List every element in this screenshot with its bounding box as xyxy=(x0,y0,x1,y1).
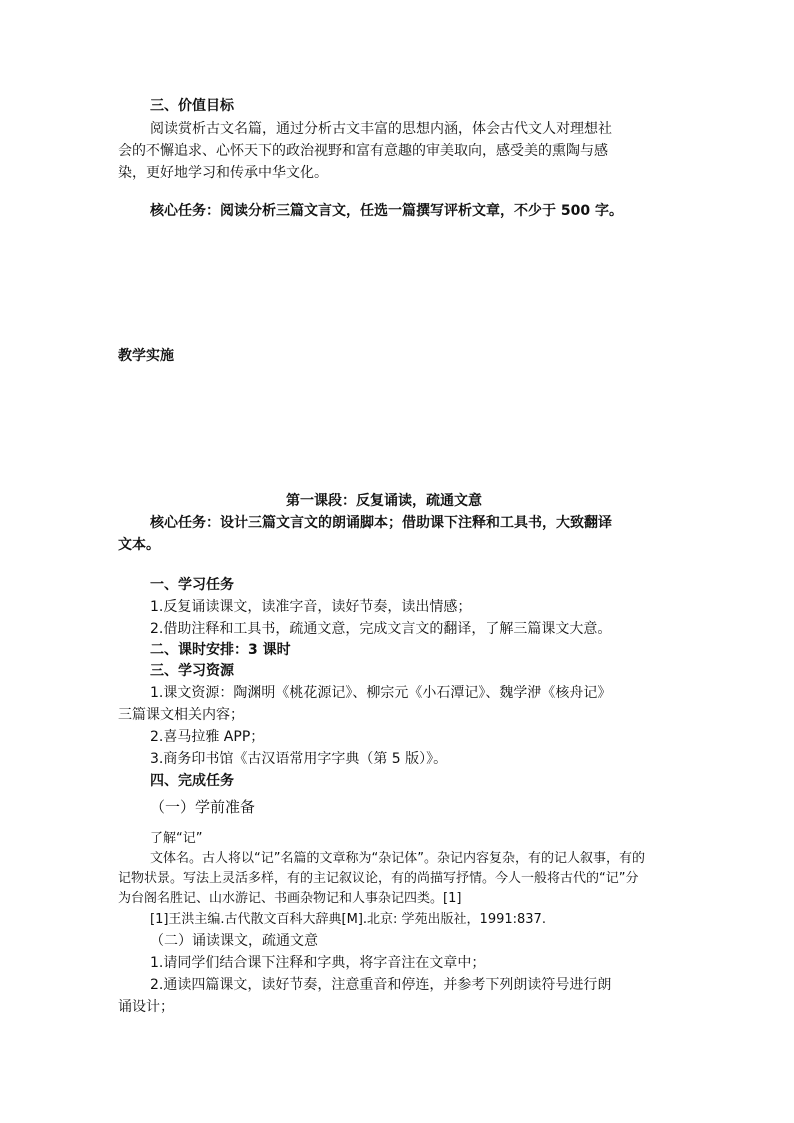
step2-line2: 诵设计； xyxy=(118,999,174,1015)
learning-task-item1: 1.反复诵读课文，读准字音，读好节奏，读出情感； xyxy=(150,599,472,615)
lesson1-title: 第一课段：反复诵读，疏通文意 xyxy=(286,493,482,509)
definition-line2: 记物状景。写法上灵活多样，有的主记叙议论，有的尚描写抒情。今人一般将古代的“记”分 xyxy=(118,871,639,886)
implementation-title: 教学实施 xyxy=(118,348,174,364)
definition-line3: 为台阁名胜记、山水游记、书画杂物记和人事杂记四类。[1] xyxy=(118,891,462,906)
resource-item1-line2: 三篇课文相关内容； xyxy=(118,707,244,723)
values-para-line1: 阅读赏析古文名篇，通过分析古文丰富的思想内涵，体会古代文人对理想社 xyxy=(150,121,612,137)
values-para-line2: 会的不懈追求、心怀天下的政治视野和富有意趣的审美取向，感受美的熏陶与感 xyxy=(118,143,608,159)
lesson1-core-line1: 核心任务：设计三篇文言文的朗诵脚本；借助课下注释和工具书，大致翻译 xyxy=(150,515,612,531)
step1-line: 1.请同学们结合课下注释和字典，将字音注在文章中； xyxy=(150,955,486,971)
pre-study-subheading: （一）学前准备 xyxy=(150,798,256,816)
values-para-line3: 染，更好地学习和传承中华文化。 xyxy=(118,165,328,181)
schedule-line: 二、课时安排：3 课时 xyxy=(150,642,291,658)
recite-subheading: （二）诵读课文，疏通文意 xyxy=(150,933,318,949)
learning-task-item2: 2.借助注释和工具书，疏通文意，完成文言文的翻译，了解三篇课文大意。 xyxy=(150,621,612,637)
definition-line1: 文体名。古人将以“记”名篇的文章称为“杂记体”。杂记内容复杂，有的记人叙事，有的 xyxy=(150,851,645,866)
values-heading: 三、价值目标 xyxy=(150,98,234,114)
complete-heading: 四、完成任务 xyxy=(150,773,234,789)
values-core-task: 核心任务：阅读分析三篇文言文，任选一篇撰写评析文章，不少于 500 字。 xyxy=(150,203,623,219)
resource-item3: 3.商务印书馆《古汉语常用字字典（第 5 版）》。 xyxy=(150,751,448,767)
understand-ji-label: 了解“记” xyxy=(150,831,203,846)
resources-heading: 三、学习资源 xyxy=(150,663,234,679)
step2-line1: 2.通读四篇课文，读好节奏，注意重音和停连，并参考下列朗读符号进行朗 xyxy=(150,977,612,993)
resource-item2: 2.喜马拉雅 APP； xyxy=(150,729,265,745)
reference-citation: [1]王洪主编.古代散文百科大辞典[M].北京: 学苑出版社，1991:837. xyxy=(150,912,546,927)
lesson1-core-line2: 文本。 xyxy=(118,537,160,553)
learning-tasks-heading: 一、学习任务 xyxy=(150,577,234,593)
resource-item1-line1: 1.课文资源：陶渊明《桃花源记》、柳宗元《小石潭记》、魏学洢《核舟记》 xyxy=(150,685,612,701)
